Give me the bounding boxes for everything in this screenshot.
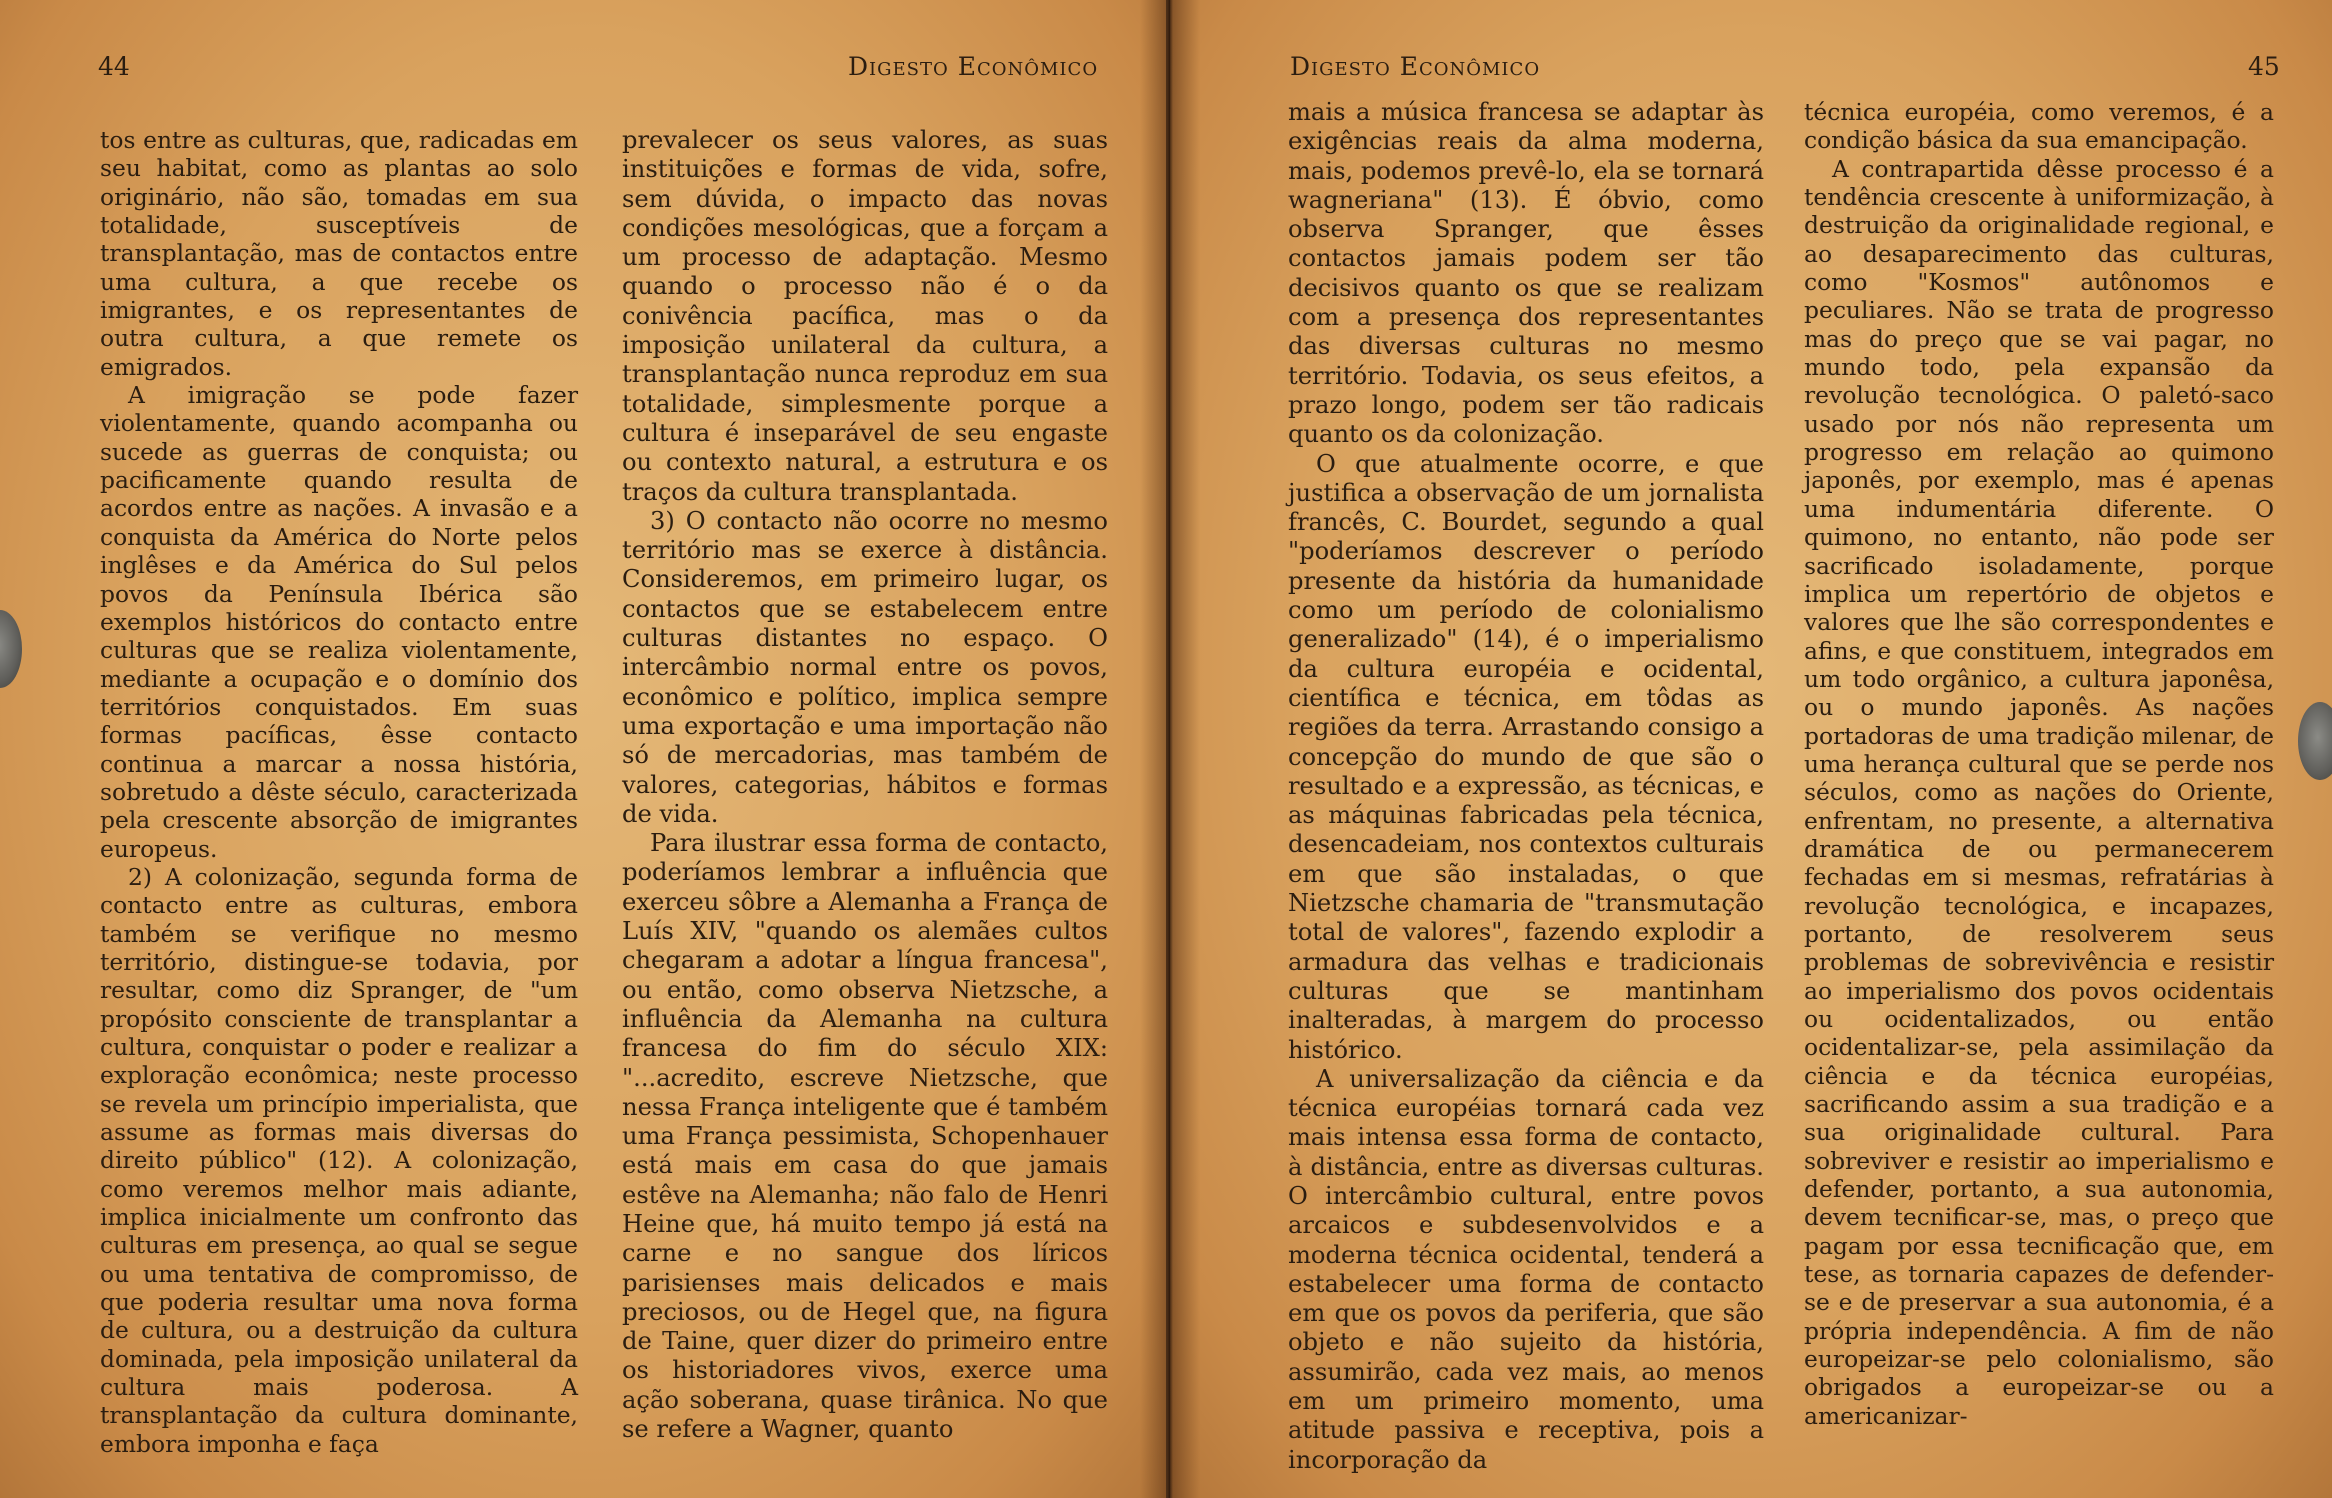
right-column-1 (1288, 98, 1764, 1475)
right-running-head: Digesto Econômico (1290, 52, 1541, 81)
paragraph: A universalização da ciência e da técnica européias tornará cada vez mais intensa essa forma de contacto, à distância, entre as diversas culturas. O intercâmbio cultural, entre povos arcaicos e subdesenvolvidos e a moderna técnica ocidental, tenderá a estabelecer uma forma de contacto em que os povos da periferia, que são objeto e não sujeito da história, assumirão, cada vez mais, ao menos em um primeiro momento, uma atitude passiva e receptiva, pois a incorporação da (1288, 1064, 1764, 1474)
left-column-1 (100, 126, 578, 1458)
left-column-2 (622, 126, 1108, 1444)
left-running-head: Digesto Econômico (848, 52, 1099, 81)
punch-hole-icon (2298, 702, 2332, 780)
book-gutter (1140, 0, 1200, 1498)
paragraph: 2) A colonização, segunda forma de contacto entre as culturas, embora também se verifique no mesmo território, distingue-se todavia, por resultar, como diz Spranger, de "um propósito consciente de transplantar a cultura, conquistar o poder e realizar a exploração econômica; neste processo se revela um princípio imperialista, que assume as formas mais diversas do direito público" (12). A colonização, como veremos melhor mais adiante, implica inicialmente um confronto das culturas em presença, ao qual se segue ou uma tentativa de compromisso, de que poderia resultar uma nova forma de cultura, ou a destruição da cultura dominada, pela imposição unilateral da cultura mais poderosa. A transplantação da cultura dominante, embora imponha e faça (100, 862, 578, 1458)
punch-hole-icon (0, 610, 22, 688)
right-column-2 (1804, 98, 2274, 1430)
paragraph: 3) O contacto não ocorre no mesmo território mas se exerce à distância. Consideremos, em primeiro lugar, os contactos que se estabelecem entre culturas distantes no espaço. O intercâmbio normal entre os povos, econômico e político, implica sempre uma exportação e uma importação não só de mercadorias, mas também de valores, categorias, hábitos e formas de vida. (622, 506, 1108, 828)
left-page-number: 44 (98, 52, 130, 81)
paragraph: tos entre as culturas, que, radicadas em seu habitat, como as plantas ao solo originário, não são, tomadas em sua totalidade, susceptíveis de transplantação, mas de contactos entre uma cultura, a que recebe os imigrantes, e os representantes de outra cultura, a que remete os emigrados. (100, 126, 578, 381)
paragraph: A contrapartida dêsse processo é a tendência crescente à uniformização, à destruição da originalidade regional, e ao desaparecimento das culturas, como "Kosmos" autônomos e peculiares. Não se trata de progresso mas do preço que se vai pagar, no mundo todo, pela expansão da revolução tecnológica. O paletó-saco usado por nós não representa um progresso em relação ao quimono japonês, por exemplo, mas é apenas uma indumentária diferente. O quimono, no entanto, não pode ser sacrificado isoladamente, porque implica um repertório de objetos e valores que lhe são correspondentes e afins, e que constituem, integrados em um todo orgânico, a cultura japonêsa, ou o mundo japonês. As nações portadoras de uma tradição milenar, de uma herança cultural que se perde nos séculos, como as nações do Oriente, enfrentam, no presente, a alternativa dramática de ou permanecerem fechadas em si mesmas, refratárias à revolução tecnológica, e incapazes, portanto, de resolverem seus problemas de sobrevivência e resistir ao imperialismo dos povos ocidentais ou ocidentalizados, ou então ocidentalizar-se, pela assimilação da ciência e da técnica européias, sacrificando assim a sua tradição e a sua originalidade cultural. Para sobreviver e resistir ao imperialismo e defender, portanto, a sua autonomia, devem tecnificar-se, mas, o preço que pagam por essa tecnificação que, em tese, as tornaria capazes de defender-se e de preservar a sua autonomia, é a própria independência. A fim de não europeizar-se pelo colonialismo, são obrigados a europeizar-se ou a americanizar- (1804, 154, 2274, 1430)
right-page-number: 45 (2248, 52, 2280, 81)
paragraph: Para ilustrar essa forma de contacto, poderíamos lembrar a influência que exerceu sôbre a Alemanha a França de Luís XIV, "quando os alemães cultos chegaram a adotar a língua francesa", ou então, como observa Nietzsche, a influência da Alemanha na cultura francesa do fim do século XIX: "...acredito, escreve Nietzsche, que nessa França inteligente que é também uma França pessimista, Schopenhauer está mais em casa do que jamais estêve na Alemanha; não falo de Henri Heine que, há muito tempo já está na carne e no sangue dos líricos parisienses mais delicados e mais preciosos, ou de Hegel que, na figura de Taine, quer dizer do primeiro entre os historiadores vivos, exerce uma ação soberana, quase tirânica. No que se refere a Wagner, quanto (622, 829, 1108, 1444)
paragraph: prevalecer os seus valores, as suas instituições e formas de vida, sofre, sem dúvida, o impacto das novas condições mesológicas, que a forçam a um processo de adaptação. Mesmo quando o processo não é o da conivência pacífica, mas o da imposição unilateral da cultura, a transplantação nunca reproduz em sua totalidade, simplesmente porque a cultura é inseparável de seu engaste ou contexto natural, a estrutura e os traços da cultura transplantada. (622, 126, 1108, 506)
paragraph: mais a música francesa se adaptar às exigências reais da alma moderna, mais, podemos prevê-lo, ela se tornará wagneriana" (13). É óbvio, como observa Spranger, que êsses contactos jamais podem ser tão decisivos quanto os que se realizam com a presença dos representantes das diversas culturas no mesmo território. Todavia, os seus efeitos, a prazo longo, podem ser tão radicais quanto os da colonização. (1288, 98, 1764, 449)
right-page (1170, 0, 2332, 1498)
paragraph: técnica européia, como veremos, é a condição básica da sua emancipação. (1804, 98, 2274, 155)
paragraph: A imigração se pode fazer violentamente, quando acompanha ou sucede as guerras de conquista; ou pacificamente quando resulta de acordos entre as nações. A invasão e a conquista da América do Norte pelos inglêses e da América do Sul pelos povos da Península Ibérica são exemplos históricos do contacto entre culturas que se realiza violentamente, mediante a ocupação e o domínio dos territórios conquistados. Em suas formas pacíficas, êsse contacto continua a marcar a nossa história, sobretudo a dêste século, caracterizada pela crescente absorção de imigrantes europeus. (100, 381, 578, 863)
paragraph: O que atualmente ocorre, e que justifica a observação de um jornalista francês, C. Bourdet, segundo a qual "poderíamos descrever o período presente da história da humanidade como um período de colonialismo generalizado" (14), é o imperialismo da cultura européia e ocidental, científica e técnica, em tôdas as regiões da terra. Arrastando consigo a concepção do mundo de que são o resultado e a expressão, as técnicas, e as máquinas fabricadas pela técnica, desencadeiam, nos contextos culturais em que são instaladas, o que Nietzsche chamaria de "transmutação total de valores", fazendo explodir a armadura das velhas e tradicionais culturas que se mantinham inalteradas, à margem do processo histórico. (1288, 449, 1764, 1064)
